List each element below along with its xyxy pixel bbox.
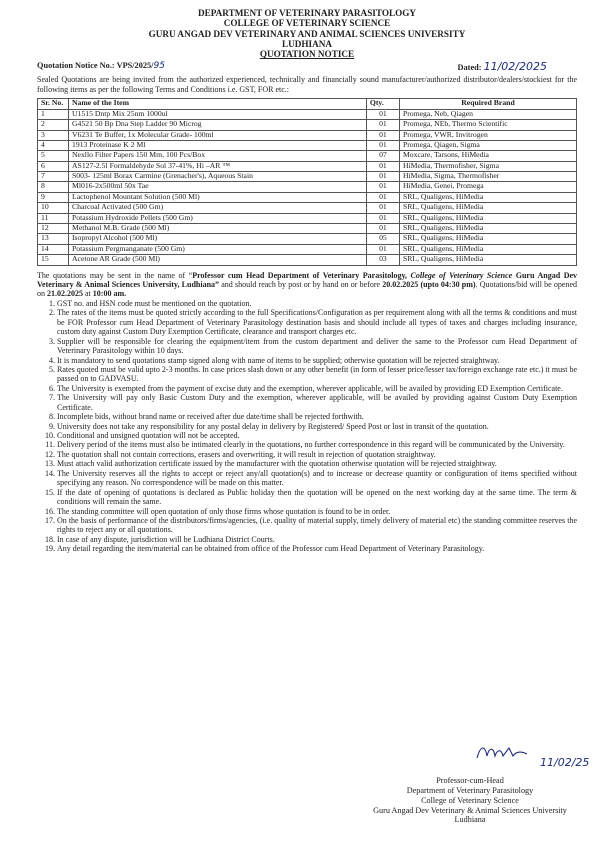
submission-deadline: 20.02.2025 (upto 04:30 pm) — [382, 280, 476, 290]
cell-sr-no: 10 — [38, 203, 69, 213]
table-row — [38, 140, 577, 150]
college-name: COLLEGE OF VETERINARY SCIENCE — [223, 18, 391, 29]
cell-qty: 01 — [366, 192, 399, 202]
cell-brand: SRL, Qualigens, HiMedia — [399, 255, 576, 265]
cell-sr-no: 14 — [38, 244, 69, 254]
cell-item-name: S003- 125ml Borax Carmine (Grenacher's), Aqueous Stain — [69, 172, 367, 182]
opening-time: 10:00 am. — [92, 289, 127, 299]
cell-qty: 01 — [366, 244, 399, 254]
term-item: 11. Delivery period of the items must also be intimated clearly in the quotations, no further correspondence in this regard will be communicated by the University. — [57, 440, 577, 449]
cell-qty: 01 — [366, 109, 399, 119]
cell-item-name: Lactophenol Mountant Solution (500 Ml) — [69, 192, 367, 202]
cell-sr-no: 15 — [38, 255, 69, 265]
term-item: 17. On the basis of performance of the distributors/firms/agencies, (i.e. quality of material supply, timely delivery of material etc) the standing committee reserves the rights to reject any or all quotations. — [57, 516, 577, 535]
term-item: 12. The quotation shall not contain corrections, erasers and overwriting, it will result in rejection of quotation straightway. — [57, 450, 577, 459]
notice-number-handwritten: 95 — [153, 61, 165, 72]
notice-number-label: Quotation Notice No.: VPS/2025/ — [37, 61, 154, 71]
table-row — [38, 203, 577, 213]
term-item: 13. Must attach valid authorization certificate issued by the manufacturer with the quotation otherwise quotation will be rejected straightway. — [57, 459, 577, 468]
signatory-college: College of Veterinary Science — [421, 795, 519, 805]
table-row — [38, 244, 577, 254]
cell-item-name: Methanol M.B. Grade (500 Ml) — [69, 224, 367, 234]
cell-qty: 05 — [366, 234, 399, 244]
cell-sr-no: 7 — [38, 172, 69, 182]
cell-qty: 01 — [366, 120, 399, 130]
cell-sr-no: 3 — [38, 130, 69, 140]
items-table — [37, 98, 577, 265]
notice-date-label: Dated: — [457, 63, 482, 73]
term-item: 14. The University reserves all the rights to accept or reject any/all quotation(s) and to increase or decrease quantity or configuration of items specified without specifying any reason. No correspondence will be made on this matter. — [57, 469, 577, 488]
table-header-row — [38, 99, 577, 109]
cell-brand: SRL, Qualigens, HiMedia — [399, 224, 576, 234]
table-row — [38, 161, 577, 171]
cell-sr-no: 4 — [38, 140, 69, 150]
cell-qty: 01 — [366, 182, 399, 192]
signatory-university: Guru Angad Dev Veterinary & Animal Sciences University — [373, 805, 567, 815]
table-row — [38, 130, 577, 140]
cell-brand: SRL, Qualigens, HiMedia — [399, 213, 576, 223]
cell-brand: Moxcare, Tarsons, HiMedia — [399, 151, 576, 161]
addressee-college: College of Veterinary Science — [407, 270, 513, 280]
cell-qty: 01 — [366, 130, 399, 140]
letterhead — [37, 8, 577, 59]
table-row — [38, 120, 577, 130]
term-item: 15. If the date of opening of quotations is declared as Public holiday then the quotation will be opened on the next working day at the same time. The term & conditions will remain the same. — [57, 488, 577, 507]
cell-qty: 01 — [366, 172, 399, 182]
cell-item-name: Charcoal Activated (500 Gm) — [69, 203, 367, 213]
term-item: 9. University does not take any responsibility for any postal delay in delivery by Registered/ Speed Post or lost in transit of the quotation. — [57, 422, 577, 431]
cell-item-name: Nexllo Filter Papers 150 Mm, 100 Pcs/Box — [69, 151, 367, 161]
table-row — [38, 192, 577, 202]
cell-qty: 01 — [366, 161, 399, 171]
terms-list — [37, 299, 577, 554]
col-header-qty: Qty. — [366, 99, 399, 109]
opening-date: 21.02.2025 — [47, 289, 83, 299]
notice-date — [458, 61, 577, 74]
cell-sr-no: 8 — [38, 182, 69, 192]
cell-sr-no: 13 — [38, 234, 69, 244]
cell-sr-no: 6 — [38, 161, 69, 171]
table-row — [38, 224, 577, 234]
cell-item-name: G4521 50 Bp Dna Step Ladder 90 Microg — [69, 120, 367, 130]
cell-item-name: U1515 Dntp Mix 25nm 1000ul — [69, 109, 367, 119]
term-item: 2. The rates of the items must be quoted strictly according to the full Specifications/Configuration as per requirement along with all the terms & conditions and must be FOR Professor cum Head Department of Veterinary Parasitology destination basis and should include all types of taxes and charges including insurance, custom duty against Custom Duty Exemption Certificate, clearance and transport charges etc. — [57, 308, 577, 336]
cell-item-name: AS127-2.5l Formaldehyde Sol 37-41%, Hi –AR ™ — [69, 161, 367, 171]
department-name: DEPARTMENT OF VETERINARY PARASITOLOGY — [197, 8, 417, 18]
cell-brand: SRL, Qualigens, HiMedia — [399, 234, 576, 244]
submission-text: The quotations may be sent in the name of “ — [37, 270, 193, 280]
cell-sr-no: 11 — [38, 213, 69, 223]
cell-qty: 01 — [366, 224, 399, 234]
cell-brand: HiMedia, Thermofisher, Sigma — [399, 161, 576, 171]
notice-number — [37, 61, 165, 74]
cell-item-name: Potassium Pergmanganate (500 Gm) — [69, 244, 367, 254]
term-item: 8. Incomplete bids, without brand name or received after due date/time shall be rejected forthwith. — [57, 412, 577, 421]
term-item: 10. Conditional and unsigned quotation will not be accepted. — [57, 431, 577, 440]
table-row — [38, 151, 577, 161]
col-header-sr-no: Sr. No. — [38, 99, 69, 109]
col-header-brand: Required Brand — [399, 99, 576, 109]
cell-sr-no: 9 — [38, 192, 69, 202]
cell-sr-no: 2 — [38, 120, 69, 130]
reference-line — [37, 61, 577, 74]
city-name: LUDHIANA — [281, 38, 333, 49]
cell-brand: Promega, VWR, Invitrogen — [399, 130, 576, 140]
signatory-department: Department of Veterinary Parasitology — [406, 785, 534, 795]
signatory-designation: Professor-cum-Head — [436, 776, 504, 785]
table-row — [38, 172, 577, 182]
university-name: GURU ANGAD DEV VETERINARY AND ANIMAL SCIENCES UNIVERSITY — [148, 28, 466, 39]
cell-qty: 01 — [366, 203, 399, 213]
cell-sr-no: 12 — [38, 224, 69, 234]
table-row — [38, 213, 577, 223]
cell-item-name: Acetone AR Grade (500 Ml) — [69, 255, 367, 265]
notice-date-handwritten: 11/02/2025 — [483, 60, 547, 74]
table-row — [38, 109, 577, 119]
signature-date-handwritten: 11/02/25 — [540, 756, 590, 769]
cell-qty: 01 — [366, 140, 399, 150]
cell-item-name: V6231 Te Buffer, 1x Molecular Grade- 100ml — [69, 130, 367, 140]
cell-brand: SRL, Qualigens, HiMedia — [399, 244, 576, 254]
cell-brand: SRL, Qualigens, HiMedia — [399, 203, 576, 213]
table-row — [38, 234, 577, 244]
cell-brand: HiMedia, Sigma, Thermofisher — [399, 172, 576, 182]
term-item: 19. Any detail regarding the item/material can be obtained from office of the Professor cum Head Department of Veterinary Parasitology. — [57, 544, 577, 553]
intro-paragraph: Sealed Quotations are being invited from the authorized experienced, technically and financially sound manufacturer/authorized distributor/dealers/stockiest for the following items as per the following Terms and Conditions i.e. GST, FOR etc.: — [37, 75, 577, 94]
cell-brand: Promega, NEb, Thermo Scientific — [399, 120, 576, 130]
submission-text: . Quotations/bid will be opened on — [37, 280, 577, 299]
col-header-item-name: Name of the Item — [69, 99, 367, 109]
cell-qty: 01 — [366, 213, 399, 223]
addressee-university: Guru Angad Dev Veterinary & Animal Sciences University, Ludhiana” — [37, 270, 578, 290]
document-title: QUOTATION NOTICE — [259, 49, 355, 60]
cell-sr-no: 5 — [38, 151, 69, 161]
submission-text: at — [83, 289, 93, 299]
cell-item-name: Isopropyl Alcohol (500 Ml) — [69, 234, 367, 244]
term-item: 7. The University will pay only Basic Custom Duty and the exemption, wherever applicable, will be availed by providing against Custom Duty Exemption Certificate. — [57, 393, 577, 412]
cell-sr-no: 1 — [38, 109, 69, 119]
cell-brand: Promega, Neb, Qiagen — [399, 109, 576, 119]
cell-qty: 03 — [366, 255, 399, 265]
addressee-name: Professor cum Head Department of Veterinary Parasitology, — [192, 270, 408, 280]
term-item: 5. Rates quoted must be valid upto 2-3 months. In case prices slash down or any other benefit (in form of lesser price/lesser tax/foreign exchange rate etc.) it must be passed on to GADVASU. — [57, 365, 577, 384]
cell-item-name: Ml016-2x500ml 50x Tae — [69, 182, 367, 192]
submission-paragraph — [37, 271, 577, 299]
cell-brand: HiMedia, Genei, Promega — [399, 182, 576, 192]
cell-brand: SRL, Qualigens, HiMedia — [399, 192, 576, 202]
term-item: 16. The standing committee will open quotation of only those firms whose quotation is found to be in order. — [57, 507, 577, 516]
signature-block — [360, 746, 590, 825]
term-item: 1. GST no. and HSN code must be mentioned on the quotation. — [57, 299, 577, 308]
cell-qty: 07 — [366, 151, 399, 161]
table-row — [38, 255, 577, 265]
signature-scribble-icon — [475, 742, 545, 764]
cell-brand: Promega, Qiagen, Sigma — [399, 140, 576, 150]
term-item: 18. In case of any dispute, jurisdiction will be Ludhiana District Courts. — [57, 535, 577, 544]
term-item: 6. The University is exempted from the payment of excise duty and the exemption, wherever applicable, will be availed by providing ED Exemption Certificate. — [57, 384, 577, 393]
table-row — [38, 182, 577, 192]
term-item: 4. It is mandatory to send quotations stamp signed along with name of items to be supplied; otherwise quotation will be rejected straightway. — [57, 356, 577, 365]
submission-text: and should reach by post or by hand on or before — [219, 280, 383, 290]
signatory-city: Ludhiana — [454, 815, 486, 825]
cell-item-name: Potassium Hydroxide Pellets (500 Gm) — [69, 213, 367, 223]
term-item: 3. Supplier will be responsible for clearing the equipment/item from the custom department and deliver the same to the Professor cum Head Department of Veterinary Parasitology within 10 days. — [57, 337, 577, 356]
cell-item-name: 1913 Proteinase K 2 Ml — [69, 140, 367, 150]
items-table-body — [38, 109, 577, 265]
